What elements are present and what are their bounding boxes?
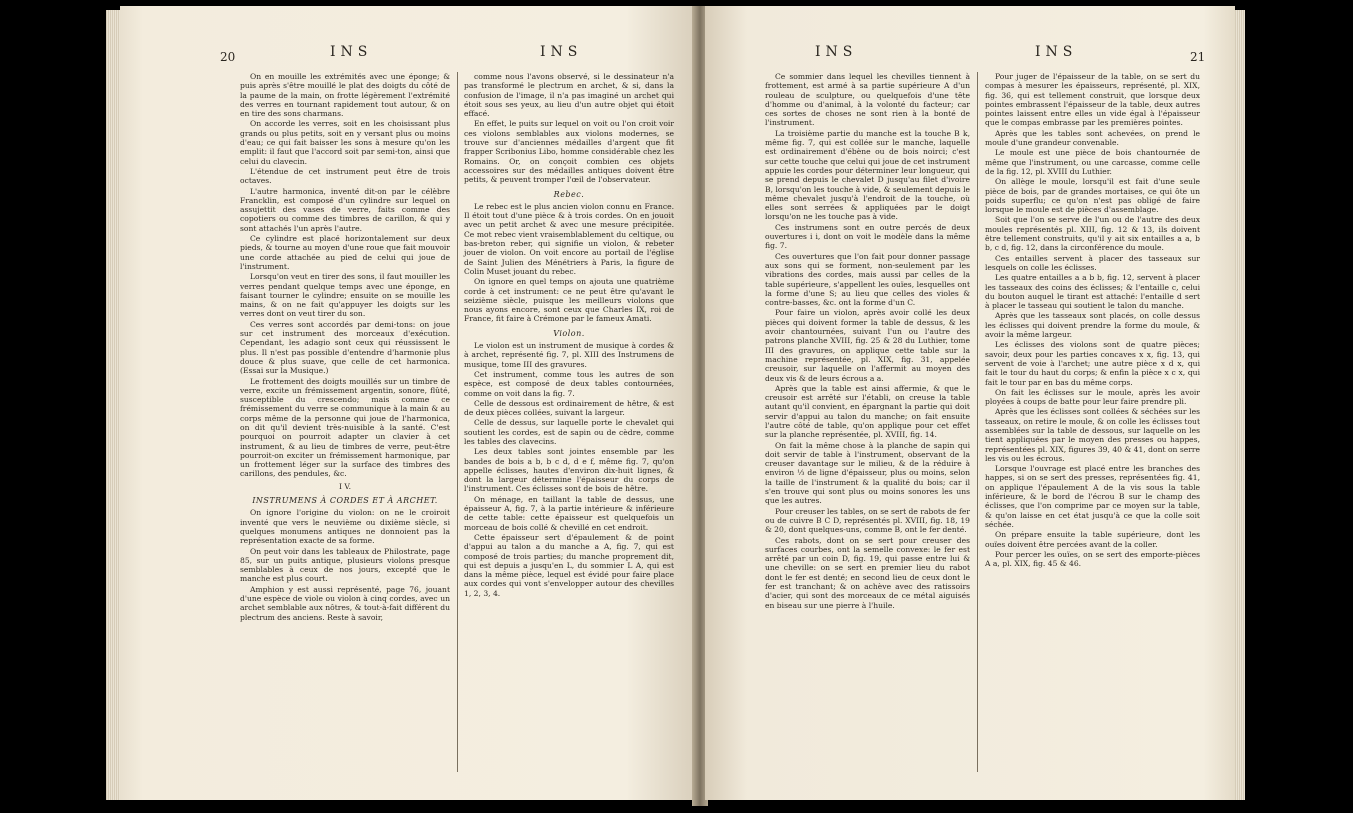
paragraph: Cette épaisseur sert d'épaulement & de point d'appui au talon a du manche a A, fig. 7, qui est composé de trois parties; du manche proprement dit, qui est depuis a jusqu'en L, du sommier L A, qui est dans la même pièce, lequel est évidé pour faire place aux cordes qui vont s'envelopper autour des chevilles 1, 2, 3, 4. [464, 532, 674, 598]
paragraph: Après que la table est ainsi affermie, & que le creusoir est arrêté sur l'établi, on creuse la table autant qu'il convient, en épargnant la partie qui doit servir d'appui au talon du manche; on fait ensuite l'autre côté de table, qu'on applique pour cet effet sur la planche représentée, pl. XVIII, fig. 14. [765, 383, 970, 440]
paragraph: comme nous l'avons observé, si le dessinateur n'a pas transformé le plectrum en archet, & si, dans la confusion de l'image, il n'a pas imaginé un archet qui étoit sous ses yeux, au lieu d'un autre objet qui étoit effacé. [464, 72, 674, 119]
paragraph: Les deux tables sont jointes ensemble par les bandes de bois a b, b c d, d e f, même fig. 7, qu'on appelle éclisses, hautes d'environ dix-huit lignes, & dont la largeur détermine l'épaisseur du corps de l'instrument. Ces éclisses sont de bois de hêtre. [464, 447, 674, 494]
paragraph: On peut voir dans les tableaux de Philostrate, page 85, sur un puits antique, plusieurs violons presque semblables à ceux de nos jours, excepté que le manche est plus court. [240, 546, 450, 584]
left-column-2 [464, 72, 674, 599]
left-heading-1: INS [330, 44, 373, 60]
right-heading-2: INS [1035, 44, 1078, 60]
paragraph: En effet, le puits sur lequel on voit ou l'on croit voir ces violons semblables aux violons modernes, se trouve sur d'anciennes médailles d'argent que fit frapper Scribonius Libo, homme considérable chez les Romains. Or, on conçoit combien ces objets accessoires sur des médailles antiques doivent être petits, & peuvent tromper l'œil de l'observateur. [464, 119, 674, 185]
left-page [120, 6, 695, 800]
paragraph: Pour faire un violon, après avoir collé les deux pièces qui doivent former la table de dessus, & les avoir chantournées, suivant l'un ou l'autre des patrons planche XVIII, fig. 25 & 28 du Luthier, tome III des gravures, on applique cette table sur la machine représentée, pl. XIX, fig. 31, appelée creusoir, sur laquelle on l'affermit au moyen des deux vis & de leurs écrous a a. [765, 308, 970, 383]
paragraph: Amphion y est aussi représenté, page 76, jouant d'une espèce de viole ou violon à cinq cordes, avec un archet semblable aux nôtres, & tout-à-fait différent du plectrum des anciens. Reste à savoir, [240, 584, 450, 622]
paragraph: La troisième partie du manche est la touche B k, même fig. 7, qui est collée sur le manche, laquelle est ordinairement d'ébène ou de bois noirci; c'est sur cette touche que celui qui joue de cet instrument appuie les cordes pour déterminer leur longueur, qui se prend depuis le chevalet D jusqu'au filet d'ivoire B, lorsqu'on les touche à vide, & seulement depuis le même chevalet jusqu'à l'endroit de la touche, où elles sont serrées & appliquées par le doigt lorsqu'on ne les touche pas à vide. [765, 128, 970, 222]
paragraph: Ces verres sont accordés par demi-tons: on joue sur cet instrument des morceaux d'exécution. Cependant, les adagio sont ceux qui réussissent le plus. Il n'est pas possible d'entendre d'harmonie plus douce & plus suave, que celle de cet harmonica. (Essai sur la Musique.) [240, 319, 450, 376]
paragraph: Ces rabots, dont on se sert pour creuser des surfaces courbes, ont la semelle convexe: le fer est arrêté par un coin D, fig. 19, qui passe entre lui & une cheville: on se sert en premier lieu du rabot dont le fer est denté; en second lieu de ceux dont le fer est tranchant; & on achève avec des ratissoirs d'acier, qui sont des morceaux de ce métal aiguisés en biseau sur une pierre à l'huile. [765, 535, 970, 610]
subheading-rebec: Rebec. [553, 189, 585, 199]
paragraph: Après que les éclisses sont collées & séchées sur les tasseaux, on retire le moule, & on colle les éclisses tout assemblées sur la table de dessous, sur laquelle on les tient appliquées par le moyen des presses ou happes, représentées pl. XIX, figures 39, 40 & 41, dont on serre les vis ou les écrous. [985, 407, 1200, 463]
open-book [120, 6, 1240, 806]
subheading-violon: Violon. [553, 328, 585, 338]
left-heading-2: INS [540, 44, 583, 60]
paragraph: Après que les tasseaux sont placés, on colle dessus les éclisses qui doivent prendre la forme du moule, & avoir la même largeur. [985, 311, 1200, 340]
right-page [705, 6, 1235, 800]
right-column-2 [985, 72, 1200, 569]
right-page-number: 21 [1190, 50, 1206, 64]
paragraph: Celle de dessous est ordinairement de hêtre, & est de deux pièces collées, suivant la largeur. [464, 398, 674, 418]
paragraph: Le violon est un instrument de musique à cordes & à archet, représenté fig. 7, pl. XIII des Instrumens de musique, tome III des gravures. [464, 341, 674, 369]
paragraph: On ignore l'origine du violon: on ne le croiroit inventé que vers le neuvième ou dixième siècle, si quelques monumens antiques ne donnoient pas la représentation exacte de sa forme. [240, 508, 450, 546]
paragraph: Ces ouvertures que l'on fait pour donner passage aux sons qui se forment, non-seulement par les vibrations des cordes, mais aussi par celles de la table supérieure, s'appellent les ouïes, lesquelles ont la forme d'une S; au lieu que celles des violes & contre-basses, &c. ont la forme d'un C. [765, 251, 970, 308]
column-rule [977, 72, 978, 772]
paragraph: On ménage, en taillant la table de dessus, une épaisseur A, fig. 7, à la partie intérieure & inférieure de cette table: cette épaisseur est quelquefois un morceau de bois collé & chevillé en cet endroit. [464, 494, 674, 532]
paragraph: Lorsque l'ouvrage est placé entre les branches des happes, si on se sert des presses, représentées fig. 41, on applique l'épaulement A de la vis sous la table inférieure, & le bord de l'écrou B sur le champ des éclisses, que l'on comprime par ce moyen sur la table, & qu'on laisse en cet état jusqu'à ce que la colle soit séchée. [985, 464, 1200, 529]
paragraph: On fait les éclisses sur le moule, après les avoir ployées à coups de batte pour leur faire prendre pli. [985, 387, 1200, 407]
left-page-edges [106, 10, 120, 800]
paragraph: Le frottement des doigts mouillés sur un timbre de verre, excite un frémissement argentin, sonore, flûté, susceptible du crescendo; mais comme ce frémissement du verre se communique à la main & au corps même de la personne qui joue de l'harmonica, on dit qu'il devient très-nuisible à la santé. C'est pourquoi on pourroit adapter un clavier à cet instrument, & au lieu de timbres de verre, peut-être pourroit-on exciter un frémissement harmonique, par un frottement léger sur la surface des timbres des carillons, des pendules, &c. [240, 376, 450, 479]
paragraph: On en mouille les extrémités avec une éponge; & puis après s'être mouillé le plat des doigts du côté de la paume de la main, on frotte légèrement l'extrémité des verres en tournant rapidement tout autour, & on en tire des sons charmans. [240, 72, 450, 119]
paragraph: Ce sommier dans lequel les chevilles tiennent à frottement, est armé à sa partie supérieure A d'un rouleau de sculpture, ou quelquefois d'une tête d'homme ou d'animal, à la volonté du facteur; car ces sortes de choses ne sont rien à la bonté de l'instrument. [765, 72, 970, 128]
paragraph: L'autre harmonica, inventé dit-on par le célèbre Francklin, est composé d'un cylindre sur lequel on assujettit des vases de verre, faits comme des copotiers ou comme des timbres de carillon, & qui y sont attachés l'un après l'autre. [240, 186, 450, 233]
section-title: INSTRUMENS À CORDES ET À ARCHET. [252, 496, 438, 506]
right-column-1 [765, 72, 970, 611]
paragraph: Ces entailles servent à placer des tasseaux sur lesquels on colle les éclisses. [985, 253, 1200, 272]
paragraph: On allège le moule, lorsqu'il est fait d'une seule pièce de bois, par de grandes mortaises, ce qui ôte un poids superflu; ce qu'on n'est pas obligé de faire lorsque le moule est de pièces d'assemblage. [985, 177, 1200, 215]
paragraph: Pour creuser les tables, on se sert de rabots de fer ou de cuivre B C D, représentés pl. XVIII, fig. 18, 19 & 20, dont quelques-uns, comme B, ont le fer denté. [765, 506, 970, 535]
paragraph: On accorde les verres, soit en les choisissant plus grands ou plus petits, soit en y versant plus ou moins d'eau; ce qui fait baisser les sons à mesure qu'on les emplit: il faut que l'accord soit par semi-ton, ainsi que celui du clavecin. [240, 119, 450, 166]
paragraph: L'étendue de cet instrument peut être de trois octaves. [240, 166, 450, 186]
left-column-1 [240, 72, 450, 623]
paragraph: Les quatre entailles a a b b, fig. 12, servent à placer les tasseaux des coins des éclisses; & l'entaille c, celui du bouton auquel le tirant est attaché: l'entaille d sert à placer le tasseau qui soutient le talon du manche. [985, 273, 1200, 311]
paragraph: Cet instrument, comme tous les autres de son espèce, est composé de deux tables contournées, comme on voit dans la fig. 7. [464, 369, 674, 398]
right-heading-1: INS [815, 44, 858, 60]
paragraph: Pour juger de l'épaisseur de la table, on se sert du compas à mesurer les épaisseurs, représenté, pl. XIX, fig. 36, qui est tellement construit, que lorsque deux pointes embrassent l'épaisseur de la table, deux autres pointes laissent entre elles un vide égal à l'épaisseur que le compas embrasse par les premières pointes. [985, 72, 1200, 128]
paragraph: Lorsqu'on veut en tirer des sons, il faut mouiller les verres pendant quelque temps avec une éponge, en faisant tourner le cylindre; ensuite on se mouille les mains, & on ne fait qu'appuyer les doigts sur les verres dont on veut tirer du son. [240, 272, 450, 319]
paragraph: Soit que l'on se serve de l'un ou de l'autre des deux moules représentés pl. XIII, fig. 12 & 13, ils doivent être tellement construits, qu'il y ait six entailles a a, b b, c d, fig. 12, dans la circonférence du moule. [985, 215, 1200, 253]
left-page-number: 20 [220, 50, 236, 64]
paragraph: On prépare ensuite la table supérieure, dont les ouïes doivent être percées avant de la coller. [985, 530, 1200, 549]
paragraph: Ce cylindre est placé horizontalement sur deux pieds, & tourne au moyen d'une roue que fait mouvoir une corde attachée au pied de celui qui joue de l'instrument. [240, 234, 450, 271]
paragraph: Après que les tables sont achevées, on prend le moule d'une grandeur convenable. [985, 128, 1200, 148]
paragraph: Le moule est une pièce de bois chantournée de même que l'instrument, ou une carcasse, comme celle de la fig. 12, pl. XVIII du Luthier. [985, 148, 1200, 176]
paragraph: Pour percer les ouïes, on se sert des emporte-pièces A a, pl. XIX, fig. 45 & 46. [985, 549, 1200, 569]
paragraph: Celle de dessus, sur laquelle porte le chevalet qui soutient les cordes, est de sapin ou de cèdre, comme les tables des clavecins. [464, 418, 674, 446]
right-page-edges [1235, 10, 1245, 800]
column-rule [457, 72, 458, 772]
paragraph: Le rebec est le plus ancien violon connu en France. Il étoit tout d'une pièce & à trois cordes. On en jouoit avec un petit archet & avec une mesure précipitée. Ce mot rebec vient vraisemblablement du celtique, ou bas-breton reber, qui signifie un violon, & rebeter jouer de violon. On voit encore au portail de l'église de Saint Julien des Ménétriers à Paris, la figure de Colin Muset jouant du rebec. [464, 201, 674, 276]
paragraph: On ignore en quel temps on ajouta une quatrième corde à cet instrument: ce ne peut être qu'avant le seizième siècle, puisque les meilleurs violons que nous ayons encore, sont ceux que Charles IX, roi de France, fit faire à Crémone par le fameux Amati. [464, 277, 674, 324]
section-number: I V. [339, 481, 351, 491]
paragraph: Ces instrumens sont en outre percés de deux ouvertures i i, dont on voit le modèle dans la même fig. 7. [765, 222, 970, 251]
paragraph: On fait la même chose à la planche de sapin qui doit servir de table à l'instrument, observant de la creuser davantage sur le milieu, & de la réduire à environ ⅓ de ligne d'épaisseur, plus ou moins, selon la taille de l'instrument & la qualité du bois; car il s'en trouve qui sont plus ou moins sonores les uns que les autres. [765, 440, 970, 506]
paragraph: Les éclisses des violons sont de quatre pièces; savoir, deux pour les parties concaves x x, fig. 13, qui servent de voie à l'archet; une autre pièce x d x, qui fait le tour du haut du corps; & enfin la pièce x c x, qui fait le tour par en bas du même corps. [985, 340, 1200, 387]
